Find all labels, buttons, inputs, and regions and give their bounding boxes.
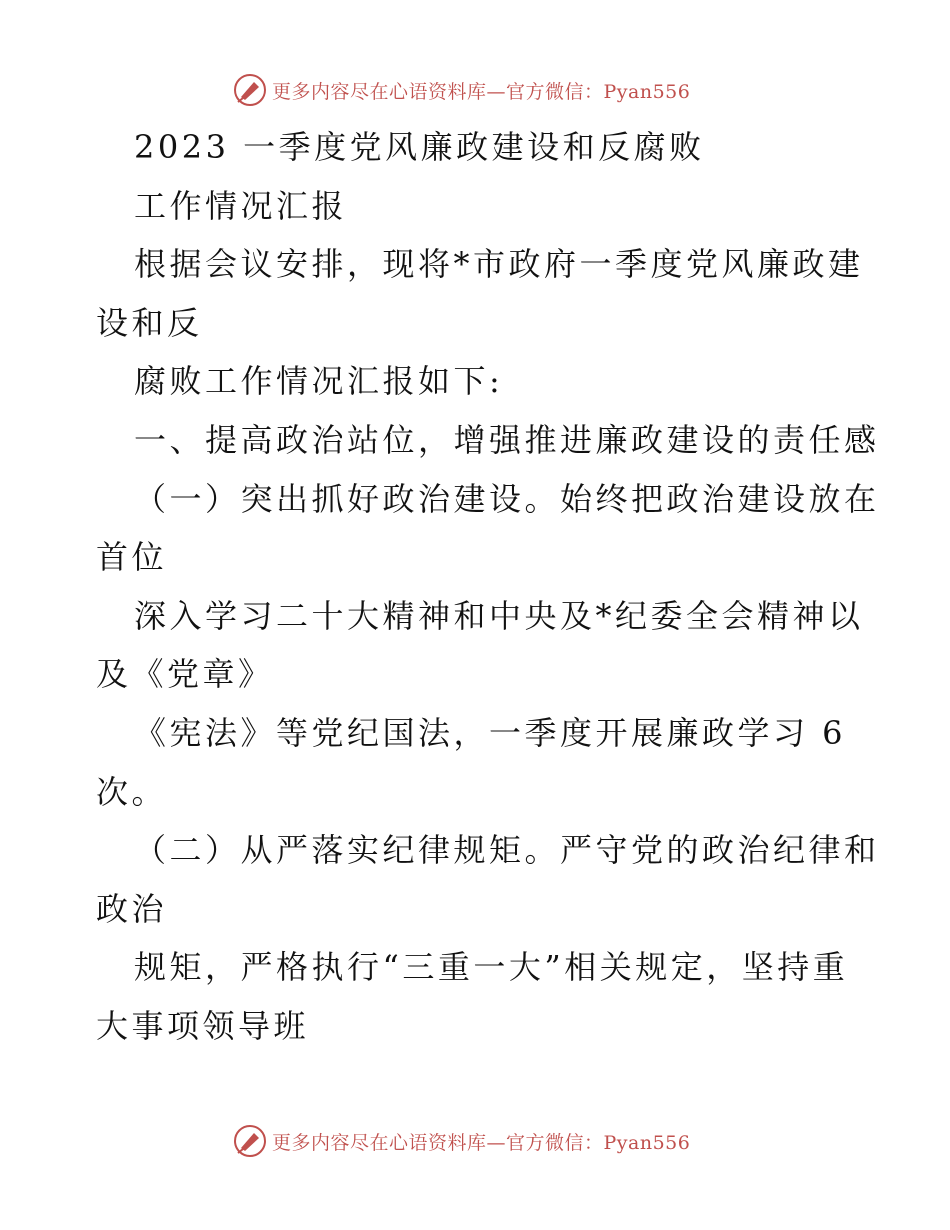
section-heading: 一、提高政治站位，增强推进廉政建设的责任感 — [134, 420, 880, 459]
paragraph-line: 深入学习二十大精神和中央及*纪委全会精神以 — [134, 596, 864, 635]
subsection-heading: （二）从严落实纪律规矩。严守党的政治纪律和 — [134, 831, 880, 870]
watermark-text: 更多内容尽在心语资料库—官方微信：Pyan556 — [272, 80, 691, 103]
paragraph-line: 首位 — [96, 538, 168, 577]
paragraph-line: 政治 — [96, 889, 168, 928]
watermark-text: 更多内容尽在心语资料库—官方微信：Pyan556 — [272, 1131, 691, 1154]
paragraph-line: 根据会议安排，现将*市政府一季度党风廉政建 — [134, 245, 864, 284]
paragraph-line: 规矩，严格执行“三重一大”相关规定，坚持重 — [134, 948, 849, 987]
document-body — [96, 118, 880, 1056]
paragraph-line: 次。 — [96, 772, 168, 811]
doc-title-line-2: 工作情况汇报 — [134, 186, 348, 225]
pen-nib-logo-icon — [232, 1123, 268, 1159]
paragraph-line: 腐败工作情况汇报如下: — [134, 362, 504, 401]
paragraph-line: 及《党章》 — [96, 655, 274, 694]
subsection-heading: （一）突出抓好政治建设。始终把政治建设放在 — [134, 479, 880, 518]
paragraph-line: 设和反 — [96, 303, 203, 342]
pen-nib-logo-icon — [232, 72, 268, 108]
paragraph-line: 《宪法》等党纪国法，一季度开展廉政学习 6 — [134, 713, 847, 752]
header-watermark — [232, 70, 690, 110]
footer-watermark — [232, 1121, 690, 1161]
doc-title-line-1: 2023 一季度党风廉政建设和反腐败 — [134, 128, 705, 166]
paragraph-line: 大事项领导班 — [96, 1006, 310, 1045]
